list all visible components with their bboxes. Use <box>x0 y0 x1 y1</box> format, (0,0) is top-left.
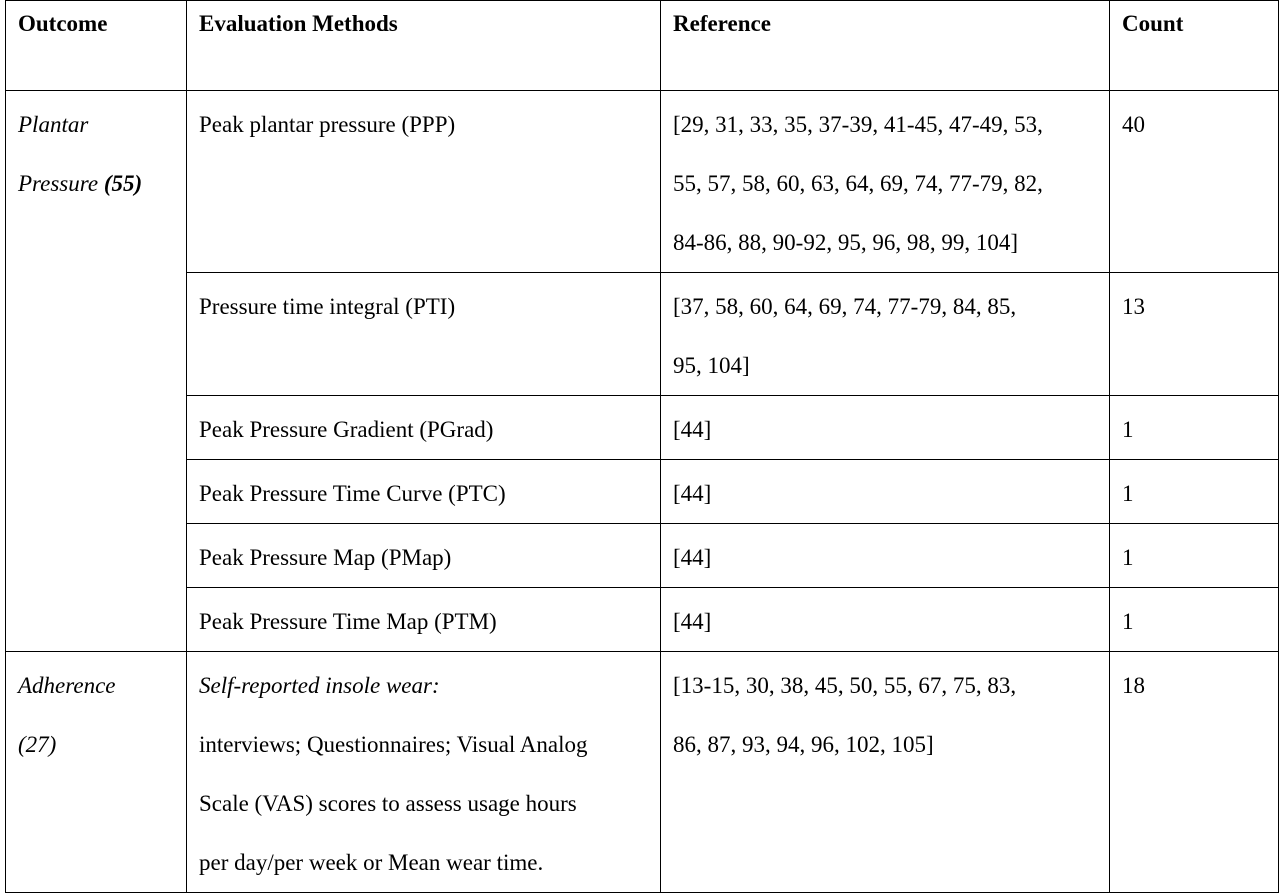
table-row <box>6 652 1279 893</box>
reference-cell <box>661 273 1110 396</box>
outcome-cell-plantar-pressure <box>6 91 187 652</box>
reference-cell <box>661 91 1110 273</box>
method-line: interviews; Questionnaires; Visual Analog <box>199 732 588 757</box>
outcome-name-cont: Pressure <box>18 171 99 196</box>
method-heading: Self-reported insole wear: <box>199 673 440 698</box>
header-outcome: Outcome <box>6 1 187 91</box>
header-count: Count <box>1110 1 1279 91</box>
table-header-row <box>6 1 1279 91</box>
method-cell: Peak plantar pressure (PPP) <box>187 91 661 273</box>
method-cell: Peak Pressure Time Map (PTM) <box>187 588 661 652</box>
table-row <box>6 460 1279 524</box>
reference-cell: [44] <box>661 460 1110 524</box>
outcome-name: Adherence <box>18 673 116 698</box>
method-cell: Peak Pressure Gradient (PGrad) <box>187 396 661 460</box>
header-reference: Reference <box>661 1 1110 91</box>
count-cell: 13 <box>1110 273 1279 396</box>
reference-line: 55, 57, 58, 60, 63, 64, 69, 74, 77-79, 82, <box>673 171 1043 196</box>
table-row <box>6 588 1279 652</box>
table-row <box>6 91 1279 273</box>
count-cell: 40 <box>1110 91 1279 273</box>
header-evaluation-methods: Evaluation Methods <box>187 1 661 91</box>
count-cell: 1 <box>1110 396 1279 460</box>
count-cell: 18 <box>1110 652 1279 893</box>
reference-line: 84-86, 88, 90-92, 95, 96, 98, 99, 104] <box>673 230 1018 255</box>
outcome-cell-adherence <box>6 652 187 893</box>
outcome-total: (27) <box>18 732 57 757</box>
method-cell: Peak Pressure Map (PMap) <box>187 524 661 588</box>
method-cell <box>187 652 661 893</box>
outcome-total: (55) <box>103 171 143 196</box>
count-cell: 1 <box>1110 524 1279 588</box>
reference-cell: [44] <box>661 524 1110 588</box>
outcome-name: Plantar <box>18 112 89 137</box>
reference-cell <box>661 652 1110 893</box>
method-line: per day/per week or Mean wear time. <box>199 850 544 875</box>
reference-line: 86, 87, 93, 94, 96, 102, 105] <box>673 732 934 757</box>
outcomes-table <box>5 0 1279 893</box>
method-line: Scale (VAS) scores to assess usage hours <box>199 791 577 816</box>
method-cell: Pressure time integral (PTI) <box>187 273 661 396</box>
reference-line: 95, 104] <box>673 353 750 378</box>
table-row <box>6 524 1279 588</box>
reference-cell: [44] <box>661 588 1110 652</box>
reference-line: [37, 58, 60, 64, 69, 74, 77-79, 84, 85, <box>673 294 1017 319</box>
count-cell: 1 <box>1110 588 1279 652</box>
method-cell: Peak Pressure Time Curve (PTC) <box>187 460 661 524</box>
table-row <box>6 273 1279 396</box>
reference-line: [13-15, 30, 38, 45, 50, 55, 67, 75, 83, <box>673 673 1017 698</box>
table-row <box>6 396 1279 460</box>
reference-cell: [44] <box>661 396 1110 460</box>
reference-line: [29, 31, 33, 35, 37-39, 41-45, 47-49, 53, <box>673 112 1043 137</box>
count-cell: 1 <box>1110 460 1279 524</box>
